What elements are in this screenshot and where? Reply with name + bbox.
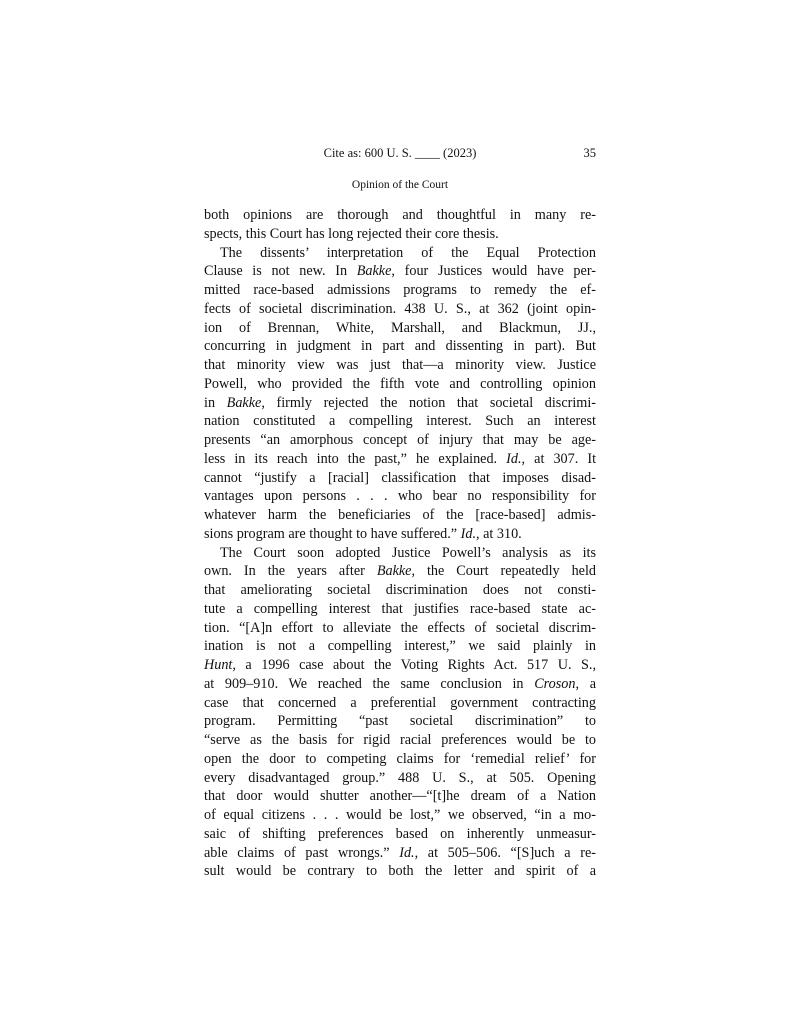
text-line xyxy=(204,844,596,863)
text-segment: every disadvantaged group.” 488 U. S., at 505. Opening xyxy=(204,769,596,786)
text-line xyxy=(204,694,596,713)
text-segment: , a xyxy=(575,675,596,692)
text-segment: concurring in judgment in part and dissenting in part). But xyxy=(204,338,596,355)
italic-citation: Bakke xyxy=(356,263,392,280)
italic-citation: Bakke xyxy=(376,563,412,580)
text-segment: presents “an amorphous concept of injury that may be age- xyxy=(204,432,596,448)
text-segment: , firmly rejected the notion that societal discrimi- xyxy=(261,394,596,411)
text-segment: , a 1996 case about the Voting Rights Act. 517 U. S., xyxy=(232,657,596,673)
text-segment: spects, this Court has long rejected their core thesis. xyxy=(204,225,499,242)
text-segment: , the Court repeatedly held xyxy=(411,563,596,580)
text-segment: Powell, who provided the fifth vote and controlling opinion xyxy=(204,375,596,392)
text-line xyxy=(204,244,596,263)
text-line xyxy=(204,487,596,506)
text-segment: , at 505–506. “[S]uch a re- xyxy=(414,844,597,861)
text-line xyxy=(204,769,596,788)
text-segment: , at 307. It xyxy=(521,450,597,467)
text-segment: The dissents’ interpretation of the Equal Protection xyxy=(220,244,596,261)
text-line xyxy=(204,862,596,881)
text-line xyxy=(204,281,596,300)
text-segment: tute a compelling interest that justifies race-based state ac- xyxy=(204,600,596,617)
italic-citation: Id. xyxy=(399,844,415,861)
text-segment: saic of shifting preferences based on inherently unmeasur- xyxy=(204,825,596,842)
text-line xyxy=(204,469,596,488)
text-line xyxy=(204,675,596,694)
text-segment: tion. “[A]n effort to alleviate the effects of societal discrim- xyxy=(204,619,596,636)
opinion-label: Opinion of the Court xyxy=(351,179,449,191)
text-line xyxy=(204,525,596,544)
italic-citation: Id. xyxy=(506,450,522,467)
text-line xyxy=(204,656,596,675)
text-segment: open the door to competing claims for ‘remedial relief’ for xyxy=(204,750,596,767)
text-line xyxy=(204,319,596,338)
text-segment: ination is not a compelling interest,” we said plainly in xyxy=(204,638,596,655)
text-segment: less in its reach into the past,” he explained. xyxy=(204,450,507,467)
text-line xyxy=(204,300,596,319)
text-segment: “serve as the basis for rigid racial preferences would be to xyxy=(204,732,596,748)
text-line xyxy=(204,262,596,281)
italic-citation: Hunt xyxy=(204,657,233,673)
text-line xyxy=(204,450,596,469)
text-segment: own. In the years after xyxy=(204,563,377,580)
text-segment: program. Permitting “past societal discrimination” to xyxy=(204,713,596,730)
page-number: 35 xyxy=(583,146,596,160)
text-segment: cannot “justify a [racial] classification that imposes disad- xyxy=(204,469,596,486)
text-segment: fects of societal discrimination. 438 U. S., at 362 (joint opin- xyxy=(204,300,596,317)
opinion-body-text xyxy=(204,206,596,881)
text-segment: that ameliorating societal discrimination does not consti- xyxy=(204,582,596,598)
text-line xyxy=(204,337,596,356)
text-line xyxy=(204,431,596,450)
text-line xyxy=(204,412,596,431)
text-line xyxy=(204,825,596,844)
text-segment: that minority view was just that—a minority view. Justice xyxy=(204,357,596,373)
italic-citation: Bakke xyxy=(226,394,262,411)
text-line xyxy=(204,544,596,563)
text-segment: mitted race-based admissions programs to remedy the ef- xyxy=(204,282,596,298)
text-segment: whatever harm the beneficiaries of the [race-based] admis- xyxy=(204,507,596,523)
text-segment: The Court soon adopted Justice Powell’s analysis as its xyxy=(220,544,596,561)
text-line xyxy=(204,356,596,375)
text-line xyxy=(204,206,596,225)
text-segment: vantages upon persons . . . who bear no responsibility for xyxy=(204,488,596,505)
text-segment: sult would be contrary to both the letter and spirit of a xyxy=(204,863,596,880)
text-segment: in xyxy=(204,394,227,411)
text-segment: at 909–910. We reached the same conclusion in xyxy=(204,675,535,692)
text-segment: both opinions are thorough and thoughtful in many re- xyxy=(204,207,596,223)
text-segment: able claims of past wrongs.” xyxy=(204,844,400,861)
text-segment: , four Justices would have per- xyxy=(391,263,596,280)
text-line xyxy=(204,619,596,638)
running-head xyxy=(204,146,596,164)
text-line xyxy=(204,562,596,581)
italic-citation: Id. xyxy=(460,525,476,542)
text-segment: Clause is not new. In xyxy=(204,263,357,280)
text-line xyxy=(204,225,596,244)
text-segment: ion of Brennan, White, Marshall, and Blackmun, JJ., xyxy=(204,319,596,336)
text-line xyxy=(204,600,596,619)
text-segment: nation constituted a compelling interest. Such an interest xyxy=(204,413,596,430)
italic-citation: Croson xyxy=(534,675,576,692)
text-segment: of equal citizens . . . would be lost,” we observed, “in a mo- xyxy=(204,807,596,823)
text-line xyxy=(204,506,596,525)
text-line xyxy=(204,637,596,656)
text-segment: sions program are thought to have suffered.” xyxy=(204,525,461,542)
text-line xyxy=(204,787,596,806)
citation-header: Cite as: 600 U. S. ____ (2023) xyxy=(323,146,477,160)
text-line xyxy=(204,806,596,825)
text-line xyxy=(204,712,596,731)
text-line xyxy=(204,750,596,769)
text-line xyxy=(204,731,596,750)
text-line xyxy=(204,394,596,413)
text-segment: , at 310. xyxy=(476,525,522,542)
text-line xyxy=(204,581,596,600)
text-segment: that door would shutter another—“[t]he dream of a Nation xyxy=(204,788,596,805)
text-line xyxy=(204,375,596,394)
text-segment: case that concerned a preferential government contracting xyxy=(204,694,596,711)
